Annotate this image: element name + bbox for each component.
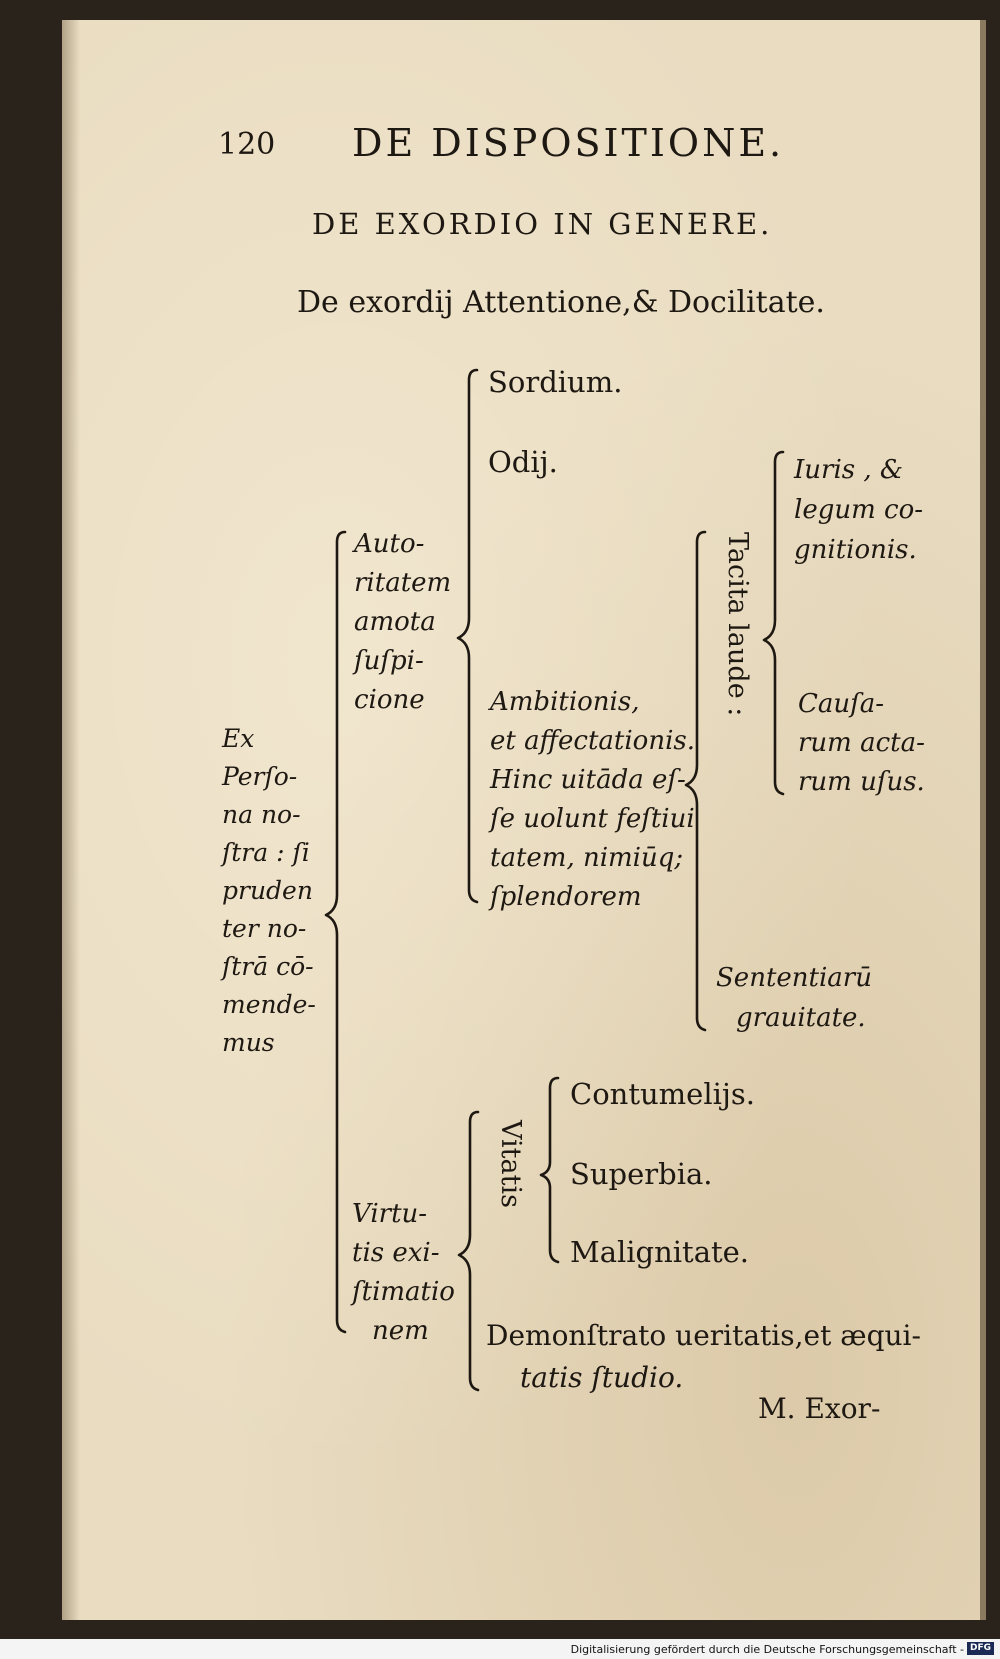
brace-tacita xyxy=(764,452,783,794)
brace-autoritatem xyxy=(458,370,477,902)
superbia-label: Superbia. xyxy=(570,1157,713,1191)
running-title: DE DISPOSITIONE. xyxy=(352,121,785,165)
catchword: M. Exor- xyxy=(758,1392,881,1425)
dfg-logo-icon: DFG xyxy=(967,1642,994,1655)
brace-virtutis xyxy=(459,1112,478,1390)
causarum-label: Cauſa- rum acta- rum uſus. xyxy=(798,689,925,797)
root-label: Ex Perſo- na no- ſtra : ſi pruden ter no- ſtrā cō- mende- mus xyxy=(222,724,316,1057)
ambitionis-label: Ambitionis, et affectationis. Hinc uitāda eſ- ſe uolunt feſtiui tatem, nimiūq; ſplendorem xyxy=(490,687,696,912)
tacita-laude-label: Tacita laude : xyxy=(722,532,753,717)
virtutis-label: Virtu- tis exi- ſtimatio nem xyxy=(352,1199,455,1346)
autoritatem-label: Auto- ritatem amota ſuſpi- cione xyxy=(354,529,452,715)
brace-root xyxy=(326,532,345,1332)
footer-credit: Digitalisierung gefördert durch die Deutsche Forschungsgemeinschaft - xyxy=(570,1643,964,1656)
page-number: 120 xyxy=(218,127,276,162)
demonstrato-label: Demonſtrato ueritatis,et æqui- tatis ſtudio. xyxy=(486,1319,921,1394)
subtitle: De exordij Attentione,& Docilitate. xyxy=(297,285,825,320)
contumeliis-label: Contumelijs. xyxy=(570,1077,755,1111)
iuris-label: Iuris , & legum co- gnitionis. xyxy=(794,455,924,565)
vitatis-label: Vitatis xyxy=(495,1120,526,1208)
sordium-label: Sordium. xyxy=(488,365,623,399)
section-title: DE EXORDIO IN GENERE. xyxy=(312,207,773,241)
brace-vitatis xyxy=(541,1078,558,1262)
sententiarum-label: Sententiarū grauitate. xyxy=(716,963,872,1033)
malignitate-label: Malignitate. xyxy=(570,1235,750,1269)
odij-label: Odij. xyxy=(488,445,558,479)
